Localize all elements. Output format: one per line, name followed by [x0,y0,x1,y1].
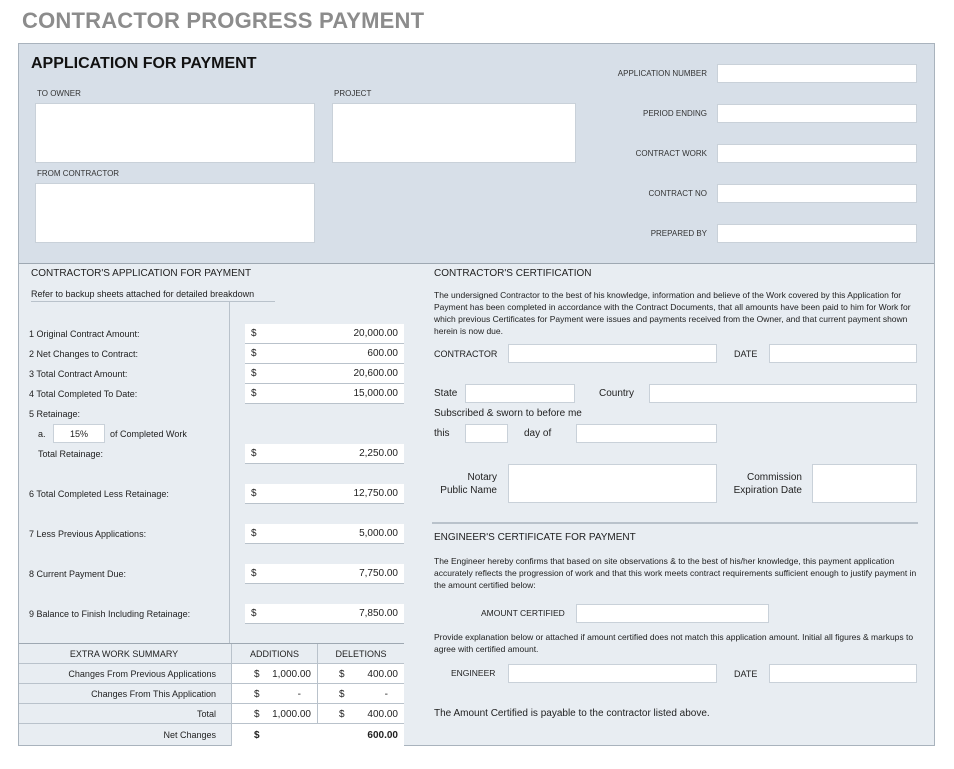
commission-expiration-field[interactable] [812,464,917,503]
prepared-by-label: PREPARED BY [650,229,707,238]
line-7-label: 7 Less Previous Applications: [29,529,147,539]
line-6-amount[interactable]: $ 12,750.00 [245,484,404,504]
line-8-amount[interactable]: $ 7,750.00 [245,564,404,584]
line-9-amount[interactable]: $ 7,850.00 [245,604,404,624]
net-changes-cell[interactable]: $ 600.00 [231,724,404,746]
period-ending-field[interactable] [717,104,917,123]
period-ending-label: PERIOD ENDING [642,109,707,118]
line-3-amount[interactable]: $ 20,600.00 [245,364,404,384]
day-of-label: day of [524,428,552,439]
engineer-title: ENGINEER'S CERTIFICATE FOR PAYMENT [434,532,636,543]
engineer-body: The Engineer hereby confirms that based on site observations & to the best of his/her knowledge, this payment application accurately reflects the progression of work and that this work meets contract requirements sufficient enough to justify payment in the amount certified below: [434,556,917,590]
amount-certified-label: AMOUNT CERTIFIED [481,608,565,618]
line-2-amount[interactable]: $ 600.00 [245,344,404,364]
application-heading: APPLICATION FOR PAYMENT [31,55,257,72]
line-9-label: 9 Balance to Finish Including Retainage: [29,609,191,619]
additions-header: ADDITIONS [231,644,317,664]
engineer-date-field[interactable] [769,664,917,683]
line-6-label: 6 Total Completed Less Retainage: [29,489,169,499]
contractor-label: CONTRACTOR [434,349,498,359]
net-changes-row [19,723,404,745]
line-2-label: 2 Net Changes to Contract: [29,349,139,359]
engineer-label: ENGINEER [451,668,496,678]
certification-body: The undersigned Contractor to the best of his knowledge, information and believe of the Work covered by this Application for Payment has been completed in accordance with the Contract Documents, that all amounts have been paid to him for Work for which previous Certificates for Payment were issues and payments received from the Owner, and that current payment shown herein is now due. [434,290,911,336]
extra-work-row [19,663,404,683]
extra-work-header: EXTRA WORK SUMMARY [69,649,179,659]
retainage-percent-field[interactable]: 15% [53,424,105,443]
deletions-header: DELETIONS [317,644,404,664]
project-label: PROJECT [334,89,372,98]
deletions-cell[interactable]: $ - [317,684,404,704]
application-header-band [19,44,934,264]
extra-work-row-label: Changes From This Application [91,689,216,699]
extra-work-total-row [19,703,404,723]
retainage-suffix: of Completed Work [110,429,187,439]
line-7-amount[interactable]: $ 5,000.00 [245,524,404,544]
line-5-label: 5 Retainage: [29,409,81,419]
certified-explanation: Provide explanation below or attached if amount certified does not match this application amount. Initial all figures & markups to agree with certified amount. [434,632,914,654]
from-contractor-field[interactable] [35,183,315,243]
line-1-amount[interactable]: $ 20,000.00 [245,324,404,344]
left-section-title: CONTRACTOR'S APPLICATION FOR PAYMENT [31,268,252,279]
certification-title: CONTRACTOR'S CERTIFICATION [434,268,592,279]
contractor-signature-field[interactable] [508,344,717,363]
country-field[interactable] [649,384,917,403]
state-label: State [434,388,458,399]
to-owner-label: TO OWNER [37,89,81,98]
retainage-prefix: a. [38,429,46,439]
additions-cell[interactable]: $ 1,000.00 [231,664,317,684]
application-number-field[interactable] [717,64,917,83]
engineer-signature-field[interactable] [508,664,717,683]
contractor-date-field[interactable] [769,344,917,363]
deletions-cell[interactable]: $ 400.00 [317,664,404,684]
line-4-amount[interactable]: $ 15,000.00 [245,384,404,404]
project-field[interactable] [332,103,576,163]
country-label: Country [599,388,635,399]
month-year-field[interactable] [576,424,717,443]
line-1-label: 1 Original Contract Amount: [29,329,140,339]
extra-work-header-row [19,643,404,663]
contract-work-field[interactable] [717,144,917,163]
total-retainage-label: Total Retainage: [38,449,104,459]
extra-work-summary [19,643,405,746]
contract-no-label: CONTRACT NO [648,189,707,198]
total-retainage-amount[interactable]: $ 2,250.00 [245,444,404,464]
extra-work-row [19,683,404,703]
deletions-total-cell[interactable]: $ 400.00 [317,704,404,724]
extra-work-row-label: Changes From Previous Applications [68,669,216,679]
day-field[interactable] [465,424,508,443]
notary-name-field[interactable] [508,464,717,503]
line-4-label: 4 Total Completed To Date: [29,389,138,399]
contractor-date-label: DATE [734,349,758,359]
extra-work-total-label: Total [196,709,216,719]
additions-total-cell[interactable]: $ 1,000.00 [231,704,317,724]
payable-note: The Amount Certified is payable to the contractor listed above. [434,708,710,719]
to-owner-field[interactable] [35,103,315,163]
application-number-label: APPLICATION NUMBER [617,69,707,78]
from-contractor-label: FROM CONTRACTOR [37,169,120,178]
commission-label: Commission Expiration Date [733,472,802,496]
backup-note: Refer to backup sheets attached for detailed breakdown [31,289,255,299]
line-3-label: 3 Total Contract Amount: [29,369,128,379]
net-changes-label: Net Changes [163,730,216,740]
subscribed-text: Subscribed & sworn to before me [434,408,582,419]
amount-certified-field[interactable] [576,604,769,623]
page-title: CONTRACTOR PROGRESS PAYMENT [22,8,425,33]
line-8-label: 8 Current Payment Due: [29,569,127,579]
engineer-date-label: DATE [734,669,758,679]
notary-label: Notary Public Name [440,472,497,496]
section-divider [432,522,918,524]
prepared-by-field[interactable] [717,224,917,243]
additions-cell[interactable]: $ - [231,684,317,704]
state-field[interactable] [465,384,575,403]
this-label: this [434,428,450,439]
contract-no-field[interactable] [717,184,917,203]
contract-work-label: CONTRACT WORK [635,149,707,158]
form-frame [18,43,935,746]
